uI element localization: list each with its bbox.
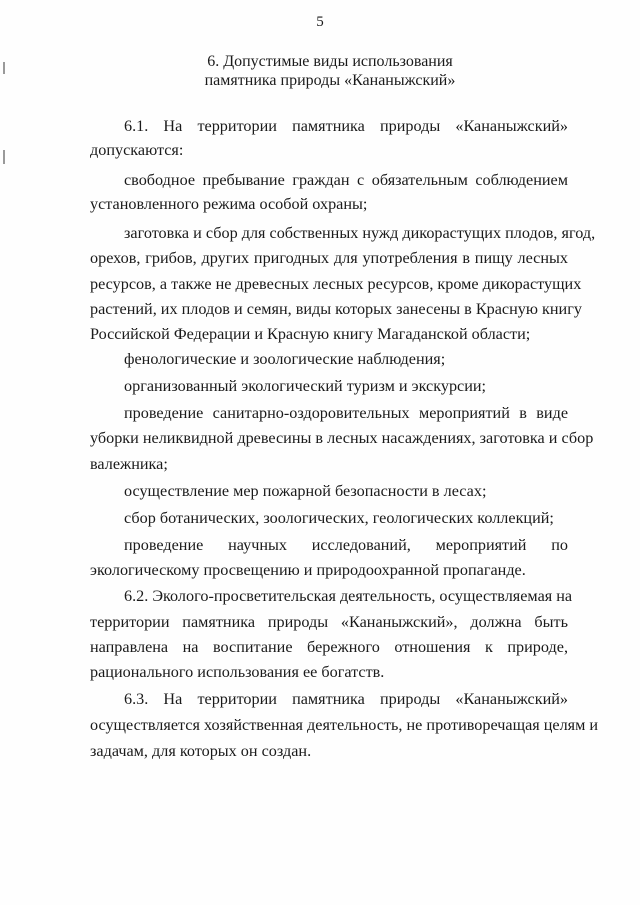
paragraph-6-3-line: задачам, для которых он создан.	[90, 742, 312, 760]
list-item-line: проведение научных исследований, мероприятий по	[124, 536, 568, 554]
paragraph-6-2-line: территории памятника природы «Кананыжский», должна быть	[90, 613, 568, 631]
section-heading	[90, 52, 570, 90]
list-item-line: ресурсов, а также не древесных лесных ресурсов, кроме дикорастущих	[90, 275, 582, 293]
page-number: 5	[316, 14, 324, 30]
list-item-line: свободное пребывание граждан с обязательным соблюдением	[124, 171, 568, 189]
list-item-line: орехов, грибов, других пригодных для употребления в пищу лесных	[90, 249, 568, 267]
paragraph-6-2-line: направлена на воспитание бережного отношения к природе,	[90, 638, 568, 656]
list-item-line: осуществление мер пожарной безопасности в лесах;	[124, 482, 487, 500]
paragraph-6-1-line: допускаются:	[90, 141, 184, 159]
paragraph-6-3-line: осуществляется хозяйственная деятельность, не противоречащая целям и	[90, 716, 599, 734]
list-item-line: растений, их плодов и семян, виды которых занесены в Красную книгу	[90, 300, 582, 318]
list-item-line: экологическому просвещению и природоохранной пропаганде.	[90, 561, 526, 579]
list-item-line: Российской Федерации и Красную книгу Магаданской области;	[90, 325, 531, 343]
list-item-line: валежника;	[90, 455, 168, 473]
list-item-line: сбор ботанических, зоологических, геологических коллекций;	[124, 509, 554, 527]
paragraph-6-3-line: 6.3. На территории памятника природы «Кананыжский»	[124, 690, 568, 708]
paragraph-6-1-line: 6.1. На территории памятника природы «Кананыжский»	[124, 117, 568, 135]
paragraph-6-2-line: 6.2. Эколого-просветительская деятельность, осуществляемая на	[124, 587, 573, 605]
section-heading-line-2: памятника природы «Кананыжский»	[204, 72, 456, 89]
scan-mark	[3, 62, 5, 74]
list-item-line: заготовка и сбор для собственных нужд дикорастущих плодов, ягод,	[124, 224, 596, 242]
list-item-line: организованный экологический туризм и экскурсии;	[124, 377, 487, 395]
paragraph-6-2-line: рационального использования ее богатств.	[90, 663, 385, 681]
section-heading-line-1: 6. Допустимые виды использования	[207, 53, 453, 70]
list-item-line: фенологические и зоологические наблюдения;	[124, 350, 446, 368]
list-item-line: проведение санитарно-оздоровительных мероприятий в виде	[124, 404, 568, 422]
scan-mark	[3, 150, 5, 164]
list-item-line: установленного режима особой охраны;	[90, 195, 368, 213]
list-item-line: уборки неликвидной древесины в лесных насаждениях, заготовка и сбор	[90, 429, 594, 447]
